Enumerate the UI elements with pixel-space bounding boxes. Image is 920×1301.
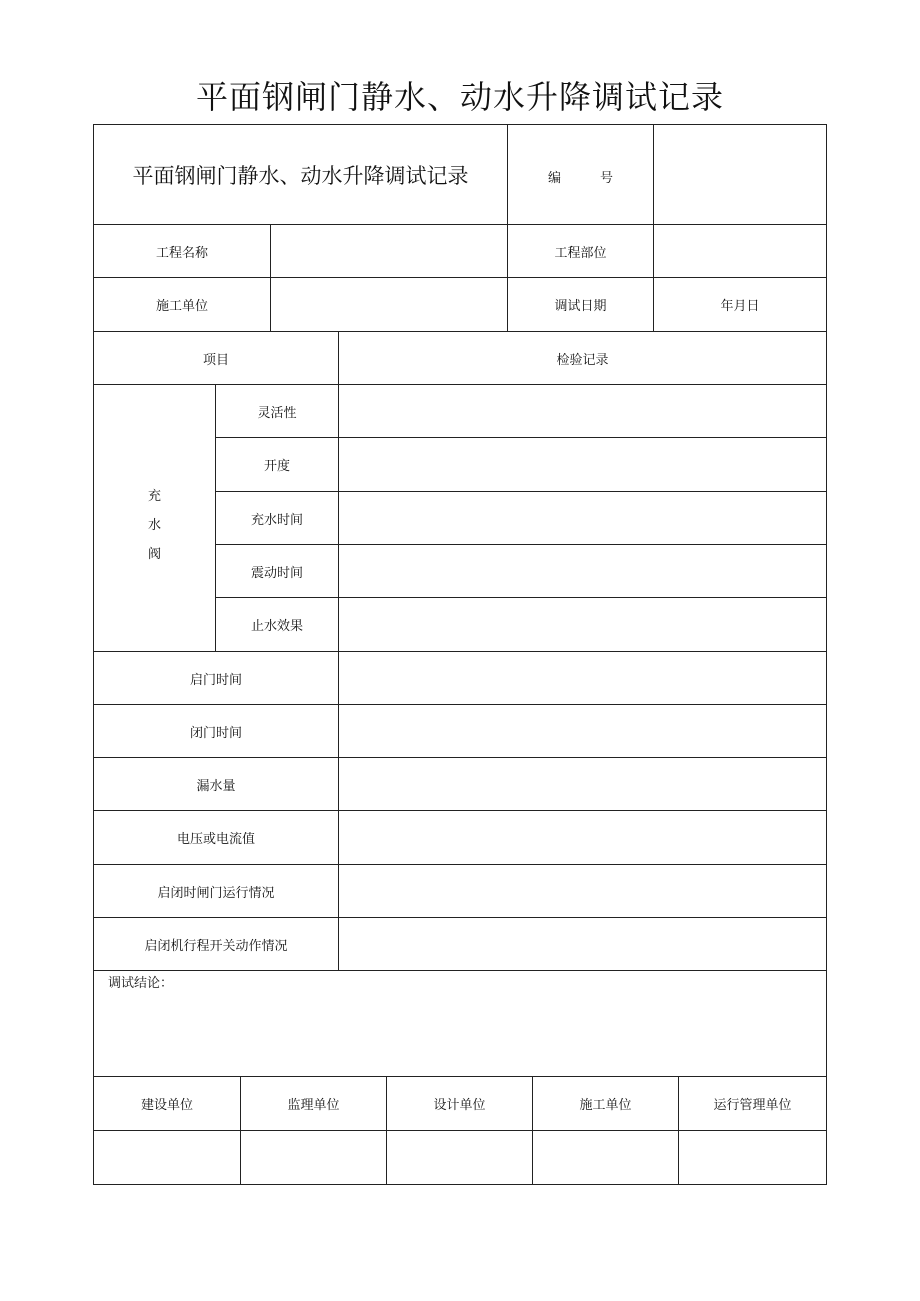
fill-valve-item-record[interactable] xyxy=(339,438,826,491)
unit-signature-cell[interactable] xyxy=(387,1131,532,1184)
item-label: 启闭时闸门运行情况 xyxy=(157,885,275,901)
unit-signature-cell[interactable] xyxy=(679,1131,826,1184)
fill-valve-item-label: 开度 xyxy=(263,459,290,474)
fill-valve-item-label: 灵活性 xyxy=(257,405,297,421)
fill-valve-item-label: 充水时间 xyxy=(250,512,303,528)
project-part-label: 工程部位 xyxy=(554,245,607,261)
project-name-value[interactable] xyxy=(271,225,507,277)
unit-label: 建设单位 xyxy=(140,1098,193,1113)
conclusion-label: 调试结论： xyxy=(108,976,174,991)
fill-valve-char: 水 xyxy=(147,517,161,533)
fill-valve-item-record[interactable] xyxy=(339,598,826,651)
project-name-label: 工程名称 xyxy=(155,245,208,261)
fill-valve-char: 阀 xyxy=(147,546,161,562)
document-title: 平面钢闸门静水、动水升降调试记录 xyxy=(195,78,724,116)
unit-signature-cell[interactable] xyxy=(241,1131,386,1184)
conclusion-area[interactable] xyxy=(94,971,826,1076)
item-label: 电压或电流值 xyxy=(176,832,255,847)
unit-signature-cell[interactable] xyxy=(94,1131,240,1184)
form-title: 平面钢闸门静水、动水升降调试记录 xyxy=(132,163,469,188)
item-record[interactable] xyxy=(339,705,826,757)
fill-valve-group-label xyxy=(94,385,215,651)
number-label: 编 号 xyxy=(547,171,613,186)
table-border-bottom xyxy=(93,1184,827,1185)
item-label: 启闭机行程开关动作情况 xyxy=(144,938,288,954)
item-label: 漏水量 xyxy=(196,778,236,794)
test-date-value[interactable]: 年月日 xyxy=(720,299,760,314)
fill-valve-item-record[interactable] xyxy=(339,385,826,437)
item-record[interactable] xyxy=(339,758,826,810)
unit-label: 监理单位 xyxy=(287,1098,340,1113)
item-column-header: 项目 xyxy=(202,352,229,368)
item-record[interactable] xyxy=(339,865,826,917)
test-date-label: 调试日期 xyxy=(554,299,607,314)
fill-valve-item-label: 震动时间 xyxy=(250,565,303,581)
item-label: 闭门时间 xyxy=(189,725,242,741)
table-border-right xyxy=(826,124,827,1185)
item-label: 启门时间 xyxy=(189,672,242,688)
item-record[interactable] xyxy=(339,918,826,970)
fill-valve-char: 充 xyxy=(147,488,161,504)
unit-label: 运行管理单位 xyxy=(713,1098,792,1113)
project-part-value[interactable] xyxy=(654,225,826,277)
item-record[interactable] xyxy=(339,811,826,864)
unit-signature-cell[interactable] xyxy=(533,1131,678,1184)
fill-valve-item-record[interactable] xyxy=(339,492,826,544)
fill-valve-item-record[interactable] xyxy=(339,545,826,597)
number-value[interactable] xyxy=(654,125,826,224)
construction-unit-label: 施工单位 xyxy=(155,299,208,314)
construction-unit-value[interactable] xyxy=(271,278,507,331)
unit-label: 施工单位 xyxy=(579,1098,632,1113)
unit-label: 设计单位 xyxy=(433,1098,486,1113)
fill-valve-item-label: 止水效果 xyxy=(250,619,303,634)
record-column-header: 检验记录 xyxy=(556,352,609,368)
item-record[interactable] xyxy=(339,652,826,704)
